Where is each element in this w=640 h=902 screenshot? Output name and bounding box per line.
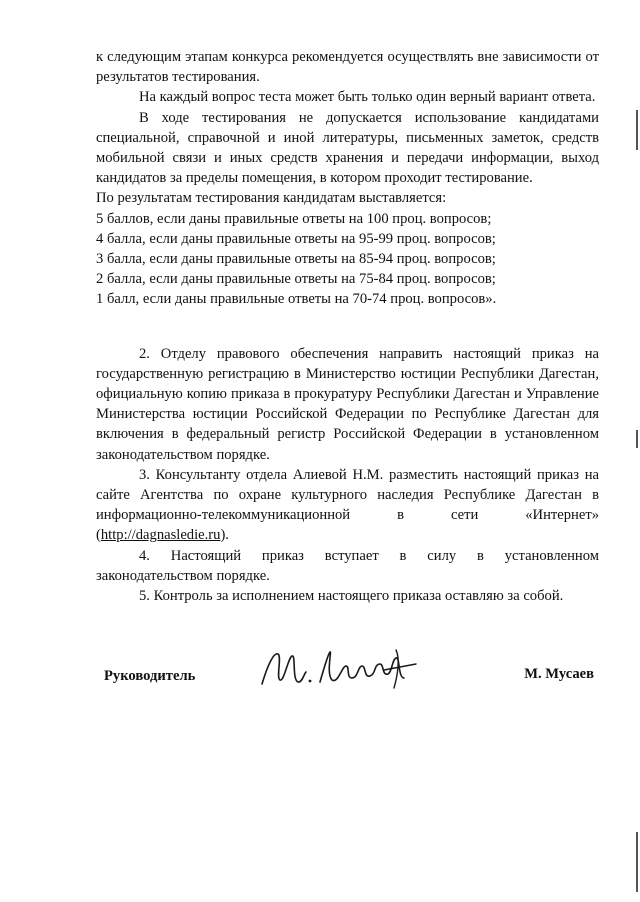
item-3-end: ).	[220, 527, 229, 544]
item-3-paragraph	[96, 465, 599, 546]
scoring-line: 5 баллов, если даны правильные ответы на 100 проц. вопросов;	[96, 210, 492, 227]
signature-block	[104, 652, 594, 702]
scoring-line: 2 балла, если даны правильные ответы на 75-84 проц. вопросов;	[96, 271, 496, 288]
scan-edge-mark	[636, 832, 638, 892]
handwritten-signature	[254, 644, 424, 694]
paragraph-gap	[96, 310, 599, 344]
scoring-line: 4 балла, если даны правильные ответы на 95-99 проц. вопросов;	[96, 230, 496, 247]
website-link[interactable]: http://dagnasledie.ru	[100, 527, 221, 544]
scoring-line: 1 балл, если даны правильные ответы на 70-74 проц. вопросов».	[96, 291, 497, 308]
scoring-line: 3 балла, если даны правильные ответы на 85-94 проц. вопросов;	[96, 251, 496, 268]
paragraph-one-answer: На каждый вопрос теста может быть только один верный вариант ответа.	[139, 89, 596, 106]
signatory-name: М. Мусаев	[524, 666, 594, 682]
scan-edge-mark	[636, 430, 638, 448]
paragraph-testing-rules: В ходе тестирования не допускается использование кандидатами специальной, справочной и иной литературы, письменных заметок, средств мобильной связи и иных средств хранения и передачи информации, выход кандидатов за пределы помещения, в котором проходит тестирование.	[96, 109, 599, 187]
scoring-intro: По результатам тестирования кандидатам выставляется:	[96, 190, 447, 207]
item-3-text: 3. Консультанту отдела Алиевой Н.М. разместить настоящий приказ на сайте Агентства по охране культурного наследия Республике Дагестан в информационно-телекоммуникационной в сети «Интернет» (	[96, 466, 599, 544]
document-body	[96, 47, 599, 606]
signatory-title: Руководитель	[104, 668, 196, 684]
item-4-paragraph: 4. Настоящий приказ вступает в силу в установленном законодательством порядке.	[96, 547, 599, 584]
scan-edge-mark	[636, 110, 638, 150]
item-2-paragraph: 2. Отделу правового обеспечения направить настоящий приказ на государственную регистрацию в Министерство юстиции Республики Дагестан, официальную копию приказа в прокуратуру Республики Дагестан и Управление Министерства юстиции Российской Федерации по Республике Дагестан для включения в федеральный регистр Российской Федерации в установленном законодательством порядке.	[96, 345, 599, 463]
paragraph-continuation: к следующим этапам конкурса рекомендуется осуществлять вне зависимости от результатов тестирования.	[96, 49, 599, 86]
item-5-paragraph: 5. Контроль за исполнением настоящего приказа оставляю за собой.	[139, 588, 564, 605]
